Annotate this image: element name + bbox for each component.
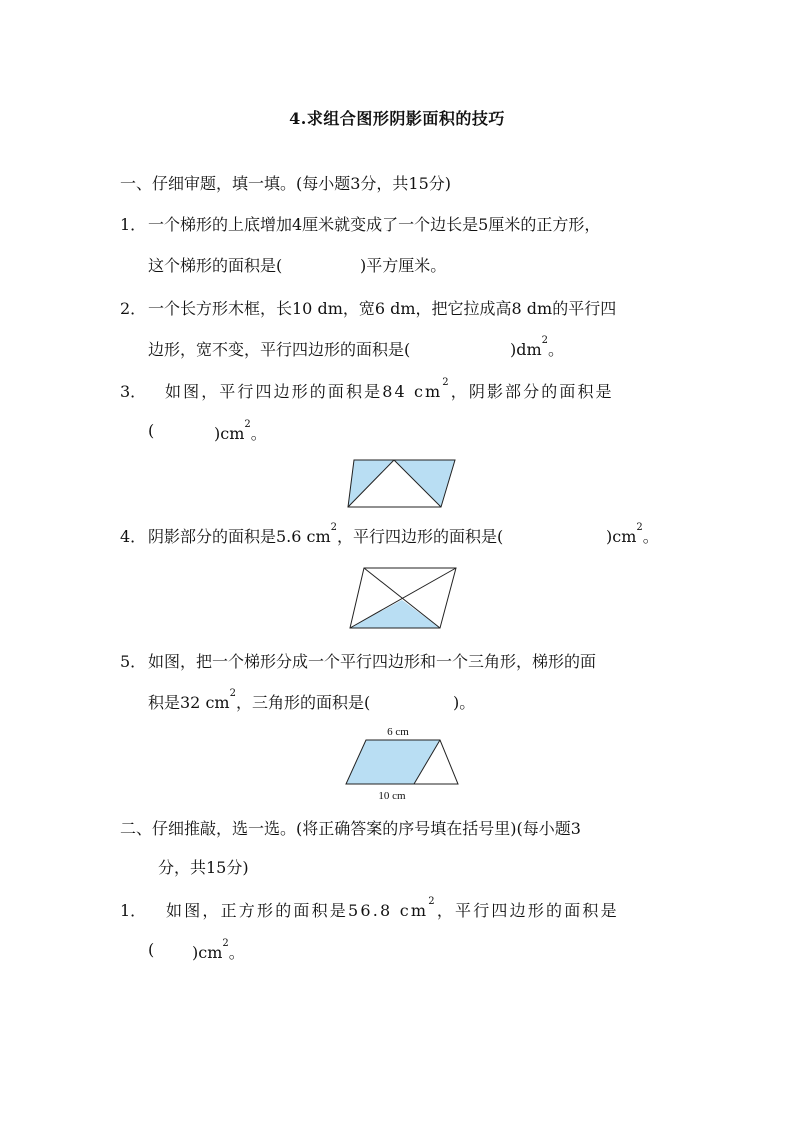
q5-sup: 2 <box>229 688 236 699</box>
q3-unit-sup: 2 <box>244 419 251 430</box>
q3-text-line1 <box>165 379 614 402</box>
q4-sup: 2 <box>330 522 338 533</box>
q1-number: 1． <box>120 215 147 234</box>
q2-unit <box>510 337 564 360</box>
s2-q1-unit-sup: 2 <box>222 938 229 949</box>
q2-unit-sup: 2 <box>541 335 549 346</box>
q2-number: 2． <box>120 299 147 318</box>
q3-open-paren: ( <box>148 421 155 440</box>
q3-sup: 2 <box>442 377 451 388</box>
q2-unit-text: )dm <box>510 340 542 359</box>
q5-text-line1: 如图，把一个梯形分成一个平行四边形和一个三角形，梯形的面 <box>148 652 597 671</box>
q3-text-a: 如图，平行四边形的面积是84 cm <box>165 382 443 401</box>
q5-number: 5． <box>120 652 147 671</box>
q4-end: 。 <box>642 527 659 546</box>
q2-end: 。 <box>548 340 565 359</box>
q5-text-c: )。 <box>453 693 476 712</box>
section1-heading-text: 一、仔细审题，填一填。(每小题3分，共15分) <box>120 174 452 193</box>
q5-shade-parallelogram <box>346 740 440 784</box>
q3-figure <box>340 455 460 511</box>
page-title: 4.求组合图形阴影面积的技巧 <box>289 109 505 128</box>
q5-text-a <box>148 690 370 713</box>
q4-unit-sup: 2 <box>636 522 643 533</box>
s2-q1-sup: 2 <box>428 896 437 907</box>
q3-unit <box>214 421 267 444</box>
s2-q1-text-b: ，平行四边形的面积是 <box>436 901 619 920</box>
q4-unit <box>606 524 659 547</box>
q4-text-a-inner: 阴影部分的面积是5.6 cm <box>148 527 331 546</box>
s2-q1-unit <box>192 940 245 963</box>
q1-text-after-blank: )平方厘米。 <box>360 256 447 275</box>
q4-unit-text: )cm <box>606 527 637 546</box>
s2-q1-end: 。 <box>228 943 245 962</box>
q3-end: 。 <box>250 424 267 443</box>
q4-text-a <box>148 524 503 547</box>
q5-label-top: 6 cm <box>387 726 409 738</box>
q4-figure <box>344 564 458 632</box>
q3-number: 3． <box>120 382 147 401</box>
s2-q1-open-paren: ( <box>148 940 155 959</box>
q1-text-line1: 一个梯形的上底增加4厘米就变成了一个边长是5厘米的正方形， <box>148 215 601 234</box>
q4-number: 4． <box>120 527 147 546</box>
s2-q1-text-a: 如图，正方形的面积是56.8 cm <box>166 901 429 920</box>
s2-q1-text-line1 <box>166 898 619 921</box>
q3-unit-text: )cm <box>214 424 245 443</box>
q5-figure <box>340 722 464 804</box>
q5-text-b: ，三角形的面积是( <box>235 693 371 712</box>
q4-text-b: ，平行四边形的面积是( <box>337 527 504 546</box>
section2-heading-text2: 分，共15分) <box>158 858 249 877</box>
s2-q1-number: 1． <box>120 901 147 920</box>
q2-text-line1: 一个长方形木框，长10 dm，宽6 dm，把它拉成高8 dm的平行四 <box>148 299 617 318</box>
q2-text-before-blank: 边形，宽不变，平行四边形的面积是( <box>148 340 411 359</box>
q3-shade-right <box>394 460 455 507</box>
q3-text-b: ，阴影部分的面积是 <box>450 382 614 401</box>
q5-text-a-inner: 积是32 cm <box>148 693 230 712</box>
q4-shade-bottom <box>350 600 440 628</box>
q1-text-before-blank: 这个梯形的面积是( <box>148 256 283 275</box>
s2-q1-unit-text: )cm <box>192 943 223 962</box>
section2-heading-text1: 二、仔细推敲，选一选。(将正确答案的序号填在括号里)(每小题3 <box>120 819 581 838</box>
q5-label-bottom: 10 cm <box>378 790 406 802</box>
